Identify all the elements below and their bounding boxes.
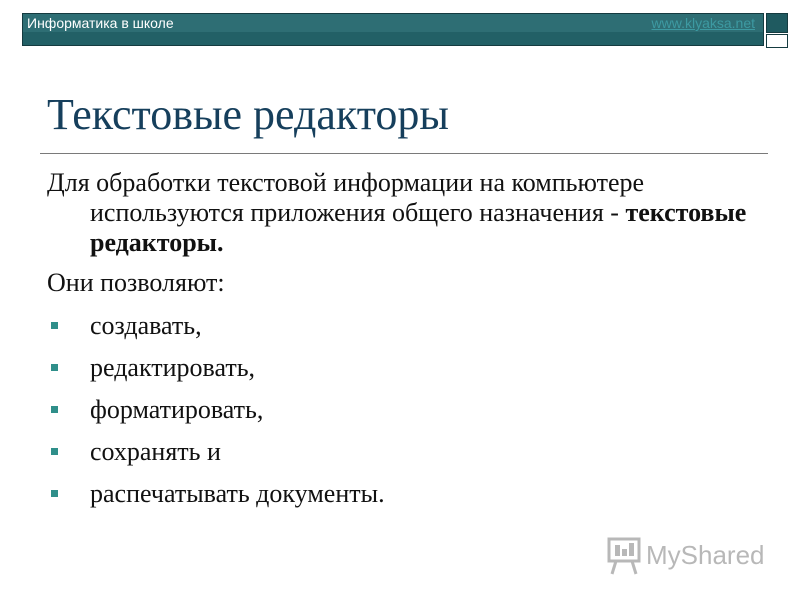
square-bullet-icon: [51, 490, 58, 497]
header-bar-top: [22, 13, 764, 33]
list-item: [47, 479, 385, 521]
list-item: [47, 311, 385, 353]
list-item-label: создавать,: [90, 311, 202, 340]
header-corner-box-top: [766, 13, 788, 33]
header-site-link[interactable]: www.klyaksa.net: [651, 15, 755, 31]
square-bullet-icon: [51, 406, 58, 413]
list-item: [47, 353, 385, 395]
lead-paragraph: Они позволяют:: [47, 268, 225, 297]
slide-header-bar: [22, 13, 787, 47]
slide-body: [47, 168, 767, 298]
header-corner-box-bottom: [766, 34, 788, 48]
square-bullet-icon: [51, 364, 58, 371]
list-item: [47, 437, 385, 479]
slide-title: Текстовые редакторы: [47, 90, 449, 139]
list-item: [47, 395, 385, 437]
list-item-label: редактировать,: [90, 353, 256, 382]
header-bar-bottom: [22, 32, 764, 46]
list-item-label: сохранять и: [90, 437, 221, 466]
presentation-board-icon: [606, 536, 642, 576]
square-bullet-icon: [51, 322, 58, 329]
capabilities-list: [47, 311, 385, 521]
header-site-title: Информатика в школе: [27, 15, 174, 31]
watermark-logo: [606, 536, 776, 576]
watermark-text: MyShared: [646, 540, 765, 570]
list-item-label: форматировать,: [90, 395, 264, 424]
title-divider: [40, 153, 768, 154]
square-bullet-icon: [51, 448, 58, 455]
intro-bold-term: текстовые редакторы.: [90, 198, 747, 257]
intro-text: Для обработки текстовой информации на компьютере используются приложения общего назначения -: [47, 168, 645, 227]
list-item-label: распечатывать документы.: [90, 479, 385, 508]
intro-paragraph: [47, 168, 767, 258]
